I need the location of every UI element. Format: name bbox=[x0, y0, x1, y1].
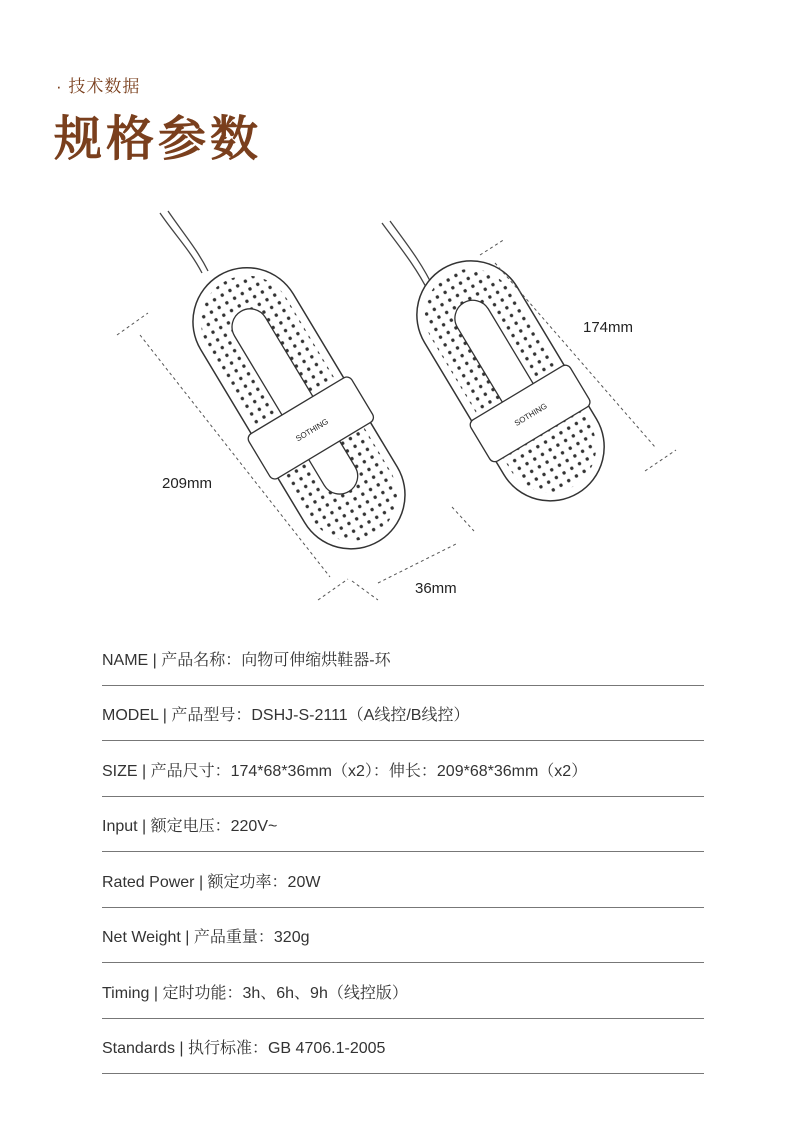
product-diagram bbox=[0, 195, 790, 615]
spec-row-rated-power bbox=[102, 852, 704, 908]
brand-label-right: SOTHING bbox=[512, 401, 549, 428]
spec-text: Rated Power | 额定功率：20W bbox=[102, 873, 321, 891]
compact-dryer-illustration bbox=[382, 221, 628, 523]
spec-row-name bbox=[102, 630, 704, 686]
dim-label-long-length: 209mm bbox=[162, 475, 213, 492]
dim-label-width: 36mm bbox=[415, 580, 457, 597]
spec-row-standards bbox=[102, 1019, 704, 1075]
page-title: 规格参数 bbox=[54, 113, 263, 166]
spec-text: Timing | 定时功能：3h、6h、9h（线控版） bbox=[102, 984, 408, 1002]
spec-row-net-weight bbox=[102, 908, 704, 964]
section-kicker: · 技术数据 bbox=[56, 77, 141, 96]
dim-label-short-length: 174mm bbox=[583, 319, 634, 336]
spec-row-timing bbox=[102, 963, 704, 1019]
spec-text: MODEL | 产品型号：DSHJ-S-2111（A线控/B线控） bbox=[102, 707, 470, 725]
spec-row-input bbox=[102, 797, 704, 853]
spec-row-model bbox=[102, 686, 704, 742]
power-cord-right bbox=[382, 223, 428, 291]
spec-list bbox=[102, 630, 704, 1074]
power-cord-left bbox=[160, 213, 202, 273]
spec-text: NAME | 产品名称：向物可伸缩烘鞋器-环 bbox=[102, 651, 391, 669]
spec-row-size bbox=[102, 741, 704, 797]
extended-dryer-illustration bbox=[160, 211, 430, 572]
spec-text: Net Weight | 产品重量：320g bbox=[102, 929, 310, 947]
spec-text: Standards | 执行标准：GB 4706.1-2005 bbox=[102, 1040, 386, 1058]
spec-text: Input | 额定电压：220V~ bbox=[102, 818, 278, 836]
brand-label-left: SOTHING bbox=[294, 416, 331, 444]
spec-text: SIZE | 产品尺寸：174*68*36mm（x2）：伸长：209*68*36mm（x2） bbox=[102, 762, 588, 780]
